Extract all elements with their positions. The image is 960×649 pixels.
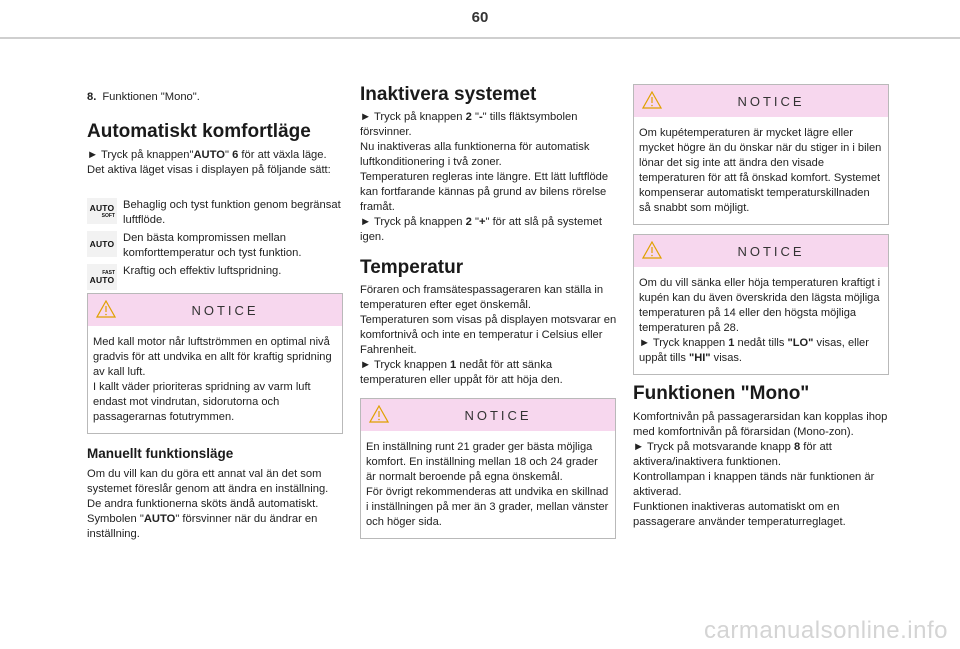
warning-icon [369, 405, 389, 423]
mode-description: Behaglig och tyst funktion genom begränsat luftflöde. [123, 199, 341, 226]
section-heading-deactivate: Inaktivera systemet [360, 84, 537, 105]
mode-row-fast [87, 264, 343, 290]
warning-icon [642, 241, 662, 259]
page-number: 60 [471, 9, 489, 26]
warning-icon [642, 91, 662, 109]
temperature-text: Föraren och framsätespassageraren kan ställa in temperaturen efter eget önskemål. Temperaturen som visas på displayen motsvarar en komfortnivå och inte en temperatur i Celsius eller Fahrenheit. ► Tryck knappen 1 nedåt för att sänka temperaturen eller uppåt för att höja den. [360, 284, 617, 386]
notice-box [633, 234, 889, 375]
section-heading-mono: Funktionen "Mono" [633, 383, 810, 404]
mono-text: Komfortnivån på passagerarsidan kan kopplas ihop med komfortnivån på förarsidan (Mono-zon). ► Tryck på motsvarande knapp 8 för att aktivera/inaktivera funktionen. Kontrollampan i knappen tänds när funktionen är aktiverad. Funktionen inaktiveras automatiskt om en passagerare använder temperaturreglaget. [633, 411, 888, 528]
mode-row-soft [87, 198, 343, 228]
watermark: carmanualsonline.info [704, 617, 948, 644]
notice-text: Om du vill sänka eller höja temperaturen kraftigt i kupén kan du även överskrida den lägsta möjliga temperaturen på 14 eller den högsta möjliga temperaturen på 28. ► Tryck knappen 1 nedåt tills "LO" visas, eller uppåt tills "HI" visas. [639, 277, 881, 364]
notice-box [87, 293, 343, 434]
notice-label: NOTICE [191, 302, 259, 318]
notice-box [633, 84, 889, 225]
section-heading-temperature: Temperatur [360, 257, 464, 278]
notice-text: Om kupétemperaturen är mycket lägre eller mycket högre än du önskar när du stiger in i bilen lönar det sig inte att ändra den visade temperaturen för att få önskad komfort. Systemet kompenserar automatiskt temperaturskillnaden så snabbt som möjligt. [639, 127, 882, 214]
section-heading-auto: Automatiskt komfortläge [87, 121, 311, 142]
notice-box [360, 398, 616, 539]
notice-label: NOTICE [737, 93, 805, 109]
manual-paragraph: Om du vill kan du göra ett annat val än det som systemet föreslår genom att ändra en inställning. De andra funktionerna sköts ändå automatiskt. Symbolen "AUTO" försvinner när du ändrar en inställning. [87, 468, 329, 540]
notice-text: Med kall motor når luftströmmen en optimal nivå gradvis för att undvika en allt för kraftig spridning av kall luft. I kallt väder prioriteras spridning av varm luft endast mot vindrutan, sidorutorna och passagerarnas fotutrymmen. [93, 336, 332, 423]
warning-icon [96, 300, 116, 318]
header-divider [0, 37, 960, 39]
auto-fast-icon: FAST AUTO [87, 264, 117, 290]
mode-list [87, 196, 343, 290]
mode-row-auto [87, 231, 343, 261]
notice-label: NOTICE [737, 243, 805, 259]
list-item-8: 8. Funktionen "Mono". [87, 91, 200, 103]
deactivate-text: ► Tryck på knappen 2 "-" tills fläktsymbolen försvinner. Nu inaktiveras alla funktionerna för automatisk luftkonditionering i två zoner. Temperaturen regleras inte längre. Ett lätt luftflöde kan fortfarande kännas på grund av bilens rörelse framåt. ► Tryck på knappen 2 "+" för att slå på systemet igen. [360, 111, 609, 243]
mode-description: Den bästa kompromissen mellan komforttemperatur och tyst funktion. [123, 232, 302, 259]
notice-label: NOTICE [464, 407, 532, 423]
subheading-manual: Manuellt funktionsläge [87, 446, 234, 461]
auto-intro-paragraph: ► Tryck på knappen"AUTO" 6 för att växla läge. Det aktiva läget visas i displayen på följande sätt: [87, 149, 331, 176]
notice-text: En inställning runt 21 grader ger bästa möjliga komfort. En inställning mellan 18 och 24 grader är normalt beroende på egna önskemål. För övrigt rekommenderas att undvika en skillnad i inställningen på mer än 3 grader, mellan vänster och höger sida. [366, 441, 609, 528]
auto-icon: AUTO [87, 231, 117, 257]
mode-description: Kraftig och effektiv luftspridning. [123, 265, 282, 277]
auto-soft-icon: AUTO SOFT [87, 198, 117, 224]
